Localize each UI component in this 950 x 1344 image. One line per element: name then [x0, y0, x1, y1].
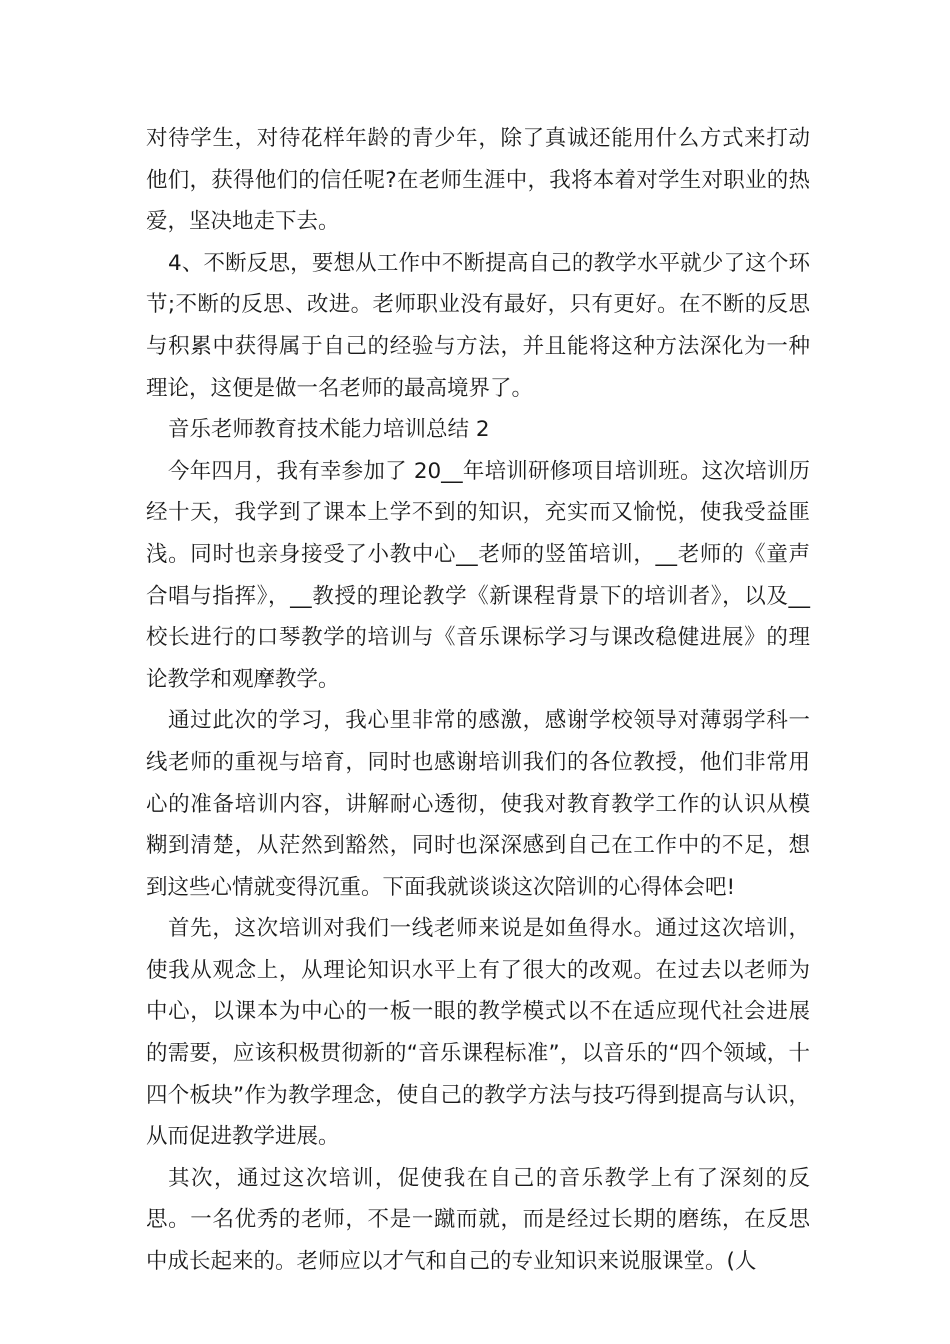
paragraph: 4、不断反思，要想从工作中不断提高自己的教学水平就少了这个环节;不断的反思、改进。老师职业没有最好，只有更好。在不断的反思与积累中获得属于自己的经验与方法，并且能将这种方法深化为一种理论，这便是做一名老师的最高境界了。: [146, 250, 810, 401]
paragraph: 今年四月，我有幸参加了 20__年培训研修项目培训班。这次培训历经十天，我学到了课本上学不到的知识，充实而又愉悦，使我受益匪浅。同时也亲身接受了小教中心__老师的竖笛培训，__老师的《童声合唱与指挥》，__教授的理论教学《新课程背景下的培训者》，以及__校长进行的口琴教学的培训与《音乐课标学习与课改稳健进展》的理论教学和观摩教学。: [146, 458, 810, 692]
paragraph: 通过此次的学习，我心里非常的感激，感谢学校领导对薄弱学科一线老师的重视与培育，同时也感谢培训我们的各位教授，他们非常用心的准备培训内容，讲解耐心透彻，使我对教育教学工作的认识从模糊到清楚，从茫然到豁然，同时也深深感到自己在工作中的不足，想到这些心情就变得沉重。下面我就谈谈这次陪训的心得体会吧!: [146, 708, 810, 900]
section-heading: 音乐老师教育技术能力培训总结 2: [168, 417, 490, 443]
paragraph: 其次，通过这次培训，促使我在自己的音乐教学上有了深刻的反思。一名优秀的老师，不是一蹴而就，而是经过长期的磨练，在反思中成长起来的。老师应以才气和自己的专业知识来说服课堂。(人: [146, 1165, 810, 1275]
document-body: [146, 118, 810, 1283]
paragraph: 对待学生，对待花样年龄的青少年，除了真诚还能用什么方式来打动他们，获得他们的信任呢?在老师生涯中，我将本着对学生对职业的热爱，坚决地走下去。: [146, 126, 810, 235]
paragraph: 首先，这次培训对我们一线老师来说是如鱼得水。通过这次培训，使我从观念上，从理论知识水平上有了很大的改观。在过去以老师为中心，以课本为中心的一板一眼的教学模式以不在适应现代社会进展的需要，应该积极贯彻新的“音乐课程标准”，以音乐的“四个领域，十四个板块”作为教学理念，使自己的教学方法与技巧得到提高与认识，从而促进教学进展。: [146, 916, 810, 1150]
